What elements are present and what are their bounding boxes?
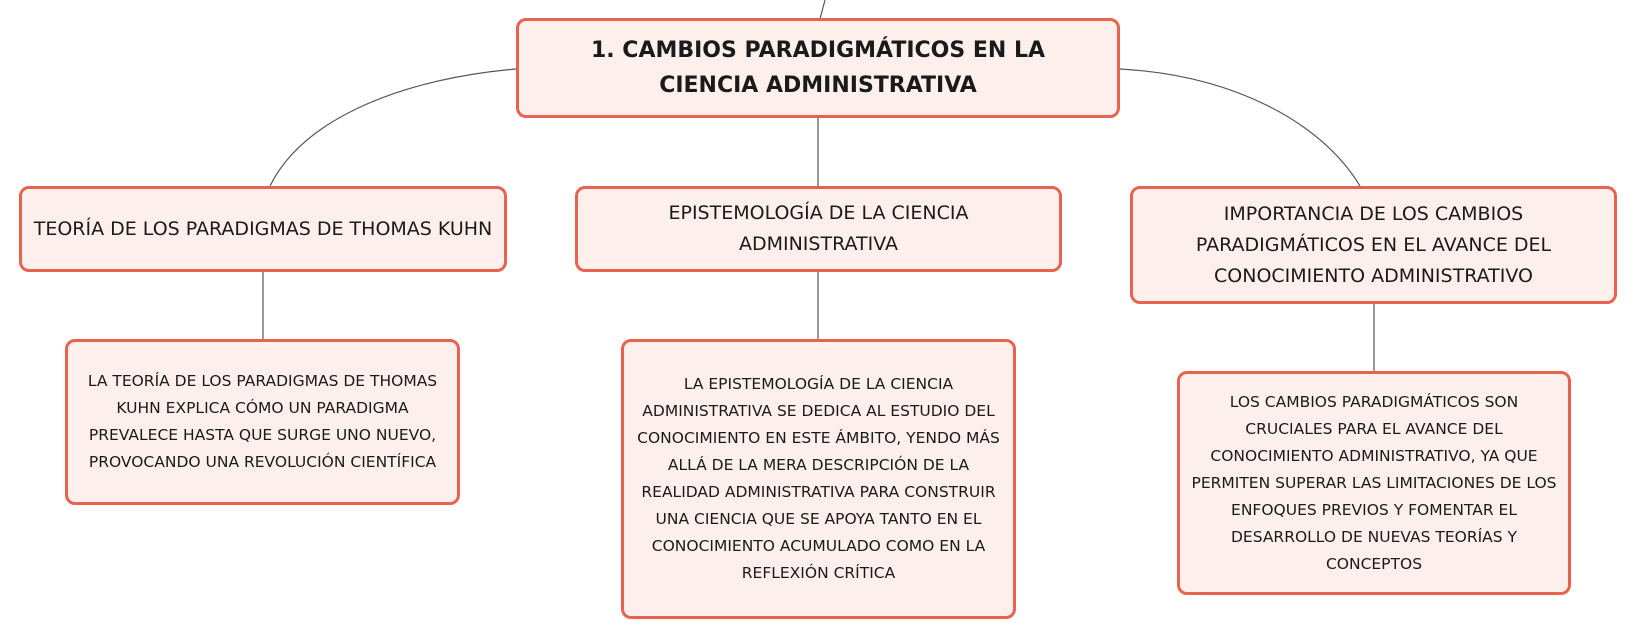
topic-node-thomas-kuhn[interactable] [19, 186, 507, 272]
detail-node-thomas-kuhn[interactable] [65, 339, 460, 505]
detail-node-epistemologia[interactable] [621, 339, 1016, 619]
topic-node-importancia[interactable] [1130, 186, 1617, 304]
detail-text: LOS CAMBIOS PARADIGMÁTICOS SON CRUCIALES PARA EL AVANCE DEL CONOCIMIENTO ADMINISTRATIVO, YA QUE PERMITEN SUPERAR LAS LIMITACIONES DE LOS ENFOQUES PREVIOS Y FOMENTAR EL DESARROLLO DE NUEVAS TEORÍAS Y CONCEPTOS [1191, 392, 1557, 573]
detail-text: LA EPISTEMOLOGÍA DE LA CIENCIA ADMINISTRATIVA SE DEDICA AL ESTUDIO DEL CONOCIMIENTO EN ESTE ÁMBITO, YENDO MÁS ALLÁ DE LA MERA DESCRIPCIÓN DE LA REALIDAD ADMINISTRATIVA PARA CONSTRUIR UNA CIENCIA QUE SE APOYA TANTO EN EL CONOCIMIENTO ACUMULADO COMO EN LA REFLEXIÓN CRÍTICA [637, 375, 1000, 582]
central-topic-label: 1. CAMBIOS PARADIGMÁTICOS EN LA CIENCIA ADMINISTRATIVA [590, 38, 1046, 98]
topic-label: TEORÍA DE LOS PARADIGMAS DE THOMAS KUHN [33, 217, 493, 240]
topic-label: IMPORTANCIA DE LOS CAMBIOS PARADIGMÁTICOS EN EL AVANCE DEL CONOCIMIENTO ADMINISTRATIVO [1195, 202, 1552, 287]
topic-label: EPISTEMOLOGÍA DE LA CIENCIA ADMINISTRATIVA [668, 202, 969, 255]
topic-node-epistemologia[interactable] [575, 186, 1062, 272]
connector-incoming-root [820, 0, 825, 19]
detail-text: LA TEORÍA DE LOS PARADIGMAS DE THOMAS KUHN EXPLICA CÓMO UN PARADIGMA PREVALECE HASTA QUE SURGE UNO NUEVO, PROVOCANDO UNA REVOLUCIÓN CIENTÍFICA [87, 372, 438, 471]
connector-root-topic-3 [1120, 69, 1360, 186]
central-topic-node[interactable] [516, 18, 1120, 118]
connector-root-topic-1 [270, 69, 516, 186]
detail-node-importancia[interactable] [1177, 371, 1571, 595]
